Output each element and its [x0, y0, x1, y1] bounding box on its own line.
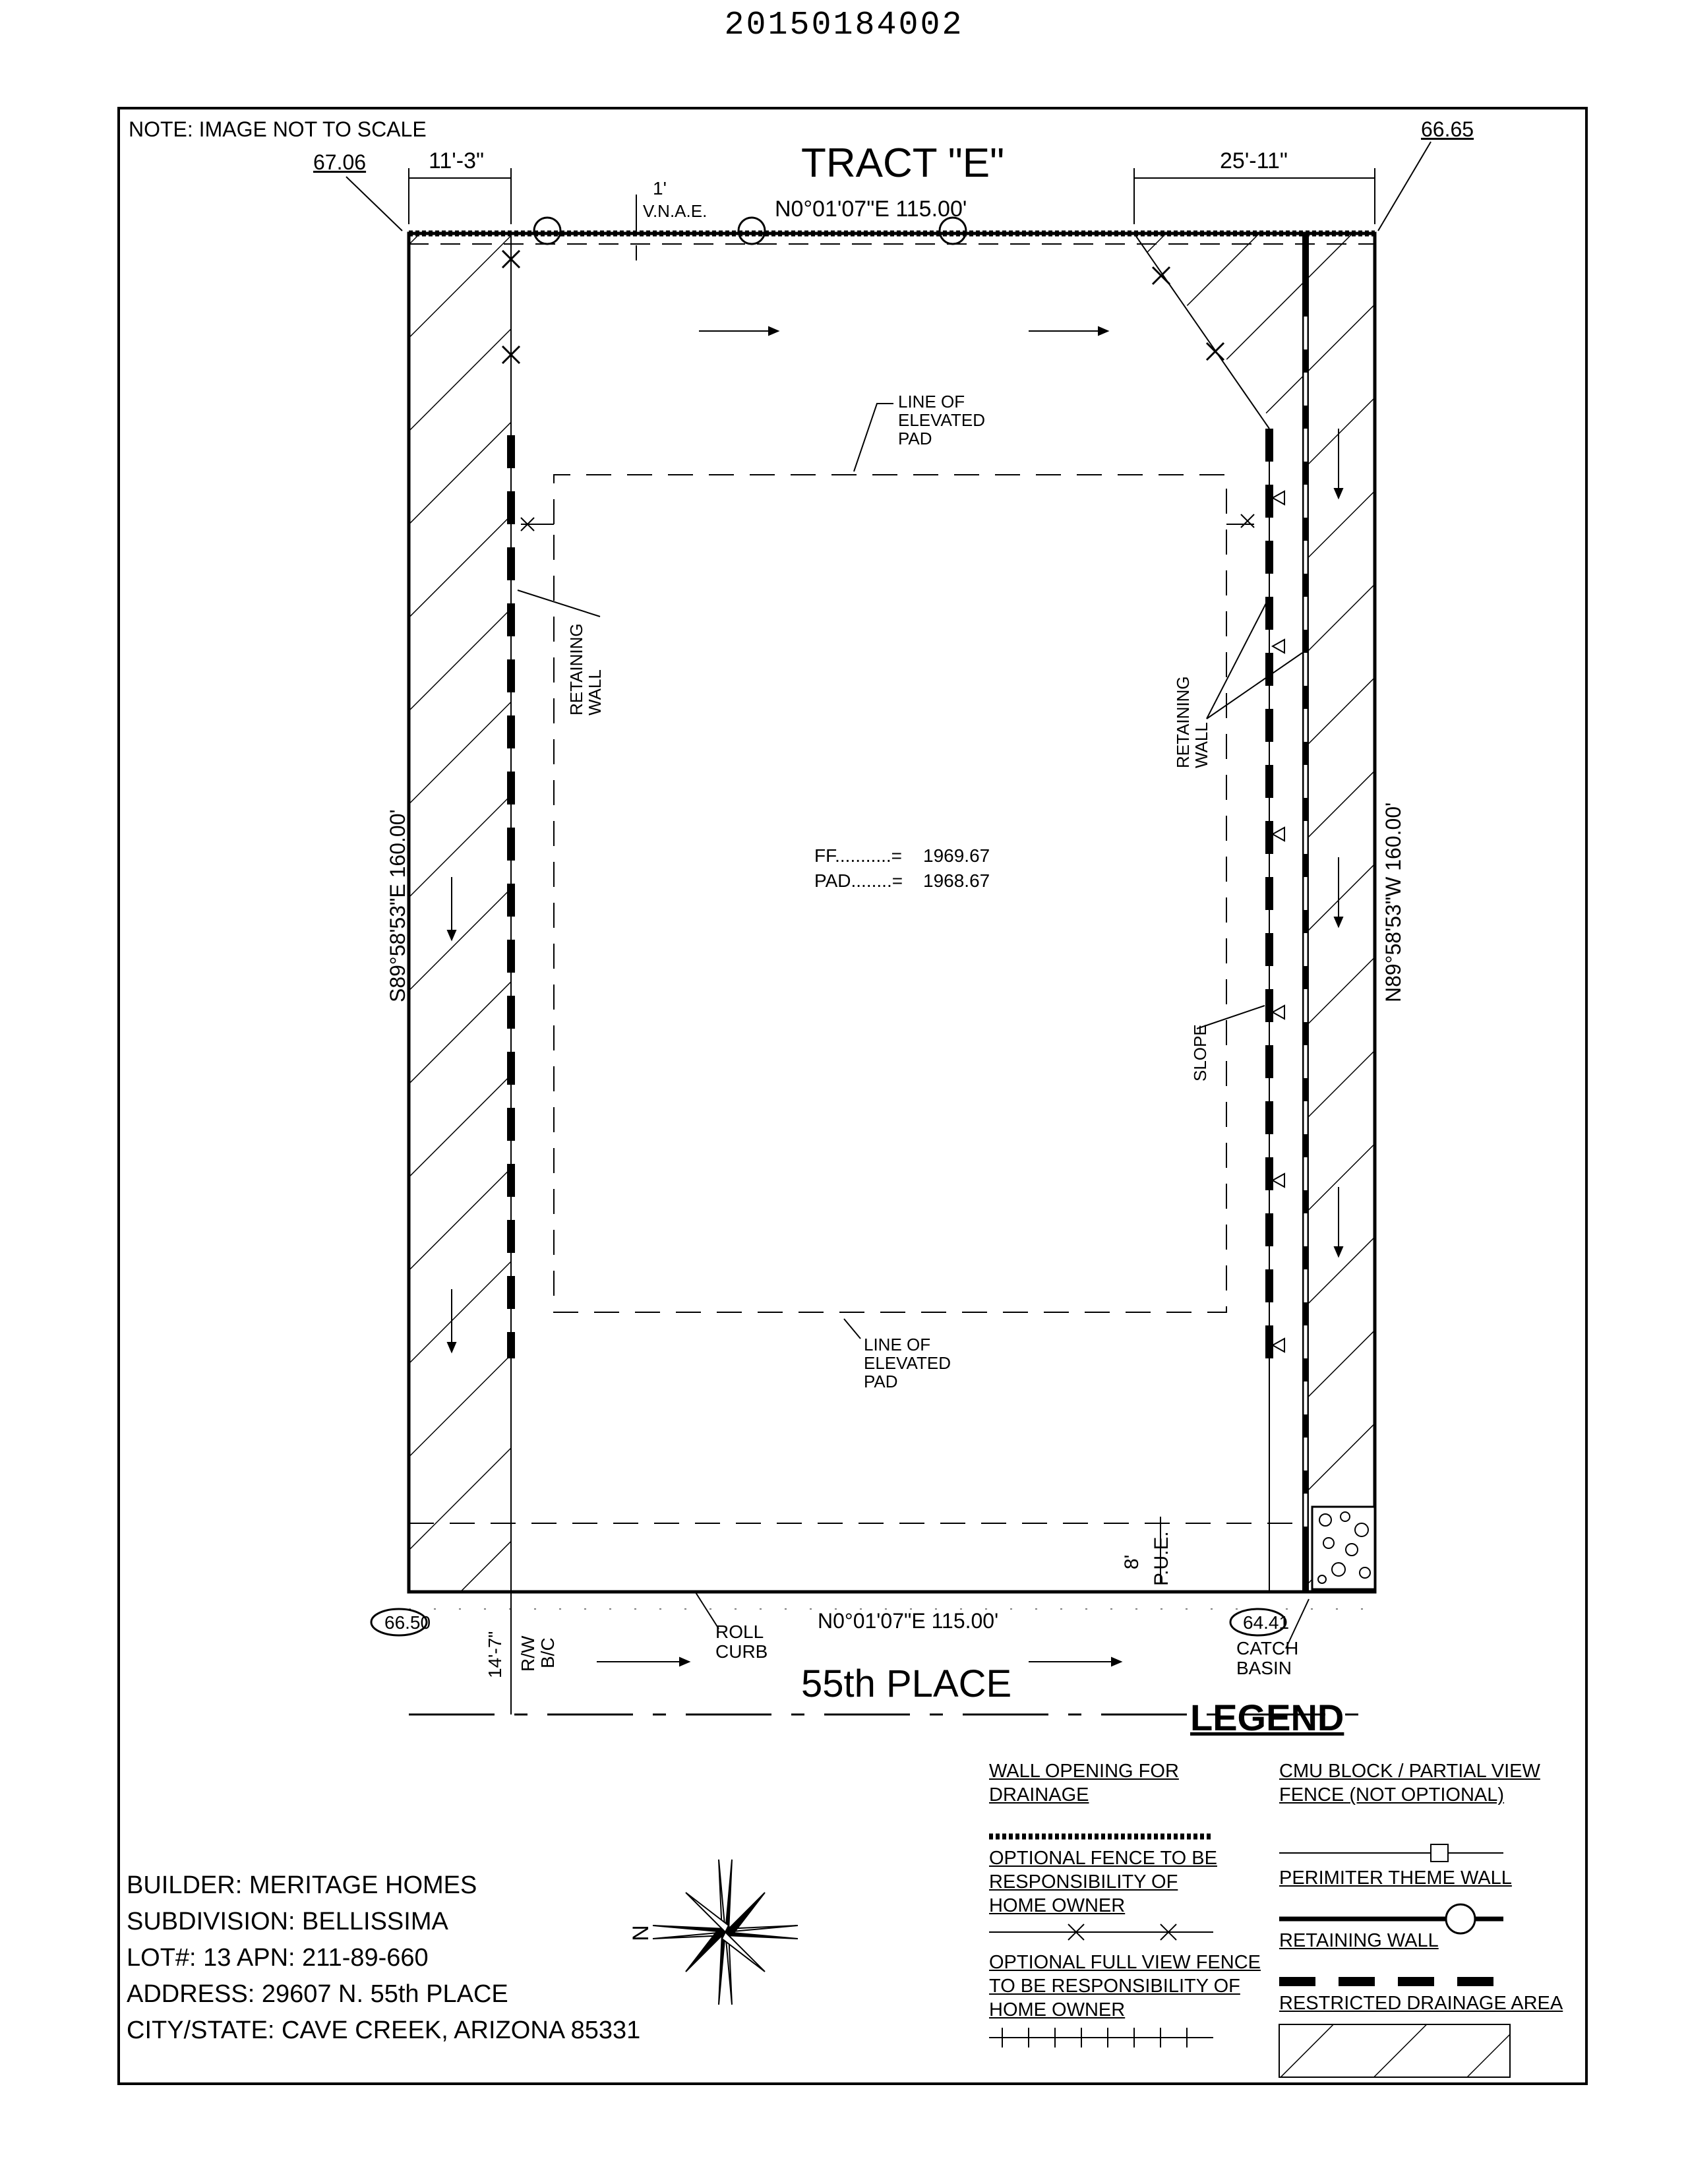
retaining-wall-right-line: RETAINING: [1173, 676, 1193, 768]
roll-curb-line: CURB: [715, 1641, 768, 1662]
legend-full-view-fence-symbol: [989, 2028, 1213, 2048]
pue-label: P.U.E.: [1151, 1531, 1172, 1586]
west-bearing: S89°58'53"E 160.00': [386, 809, 409, 1002]
retaining-wall-label-right: [1174, 676, 1211, 768]
north-arrow: [653, 1860, 798, 2005]
rw-label: R/W: [518, 1635, 538, 1672]
pad-label-top-line: LINE OF: [898, 392, 965, 411]
vnae-width: 1': [653, 178, 667, 198]
pad-elevation-value: 1968.67: [923, 870, 990, 891]
elevated-pad-outline: [554, 475, 1226, 1312]
pad-label-bottom-line: PAD: [864, 1372, 898, 1391]
builder-info: BUILDER: MERITAGE HOMES: [127, 1871, 477, 1899]
east-bearing: N89°58'53"W 160.00': [1381, 802, 1405, 1002]
catch-basin: [1312, 1507, 1375, 1589]
legend-wall-opening: WALL OPENING FOR DRAINAGE: [989, 1761, 1179, 1805]
pad-elevation-label: PAD........=: [814, 870, 903, 891]
retaining-wall-left-line: WALL: [585, 669, 605, 715]
legend-retaining-wall: RETAINING WALL: [1279, 1930, 1439, 1951]
pad-x-marks: [521, 514, 1254, 531]
elevation-top-left: 67.06: [313, 150, 367, 174]
document-number: 20150184002: [724, 7, 964, 44]
elevation-bottom-right: 64.41: [1243, 1612, 1290, 1633]
ff-label: FF...........=: [814, 845, 903, 866]
dim-right-setback: 25'-11": [1220, 148, 1288, 173]
legend-optional-fence: OPTIONAL FENCE TO BE RESPONSIBILITY OF HOME OWNER: [989, 1848, 1217, 1916]
catch-basin-line: CATCH: [1236, 1638, 1299, 1658]
pad-label-bottom-line: LINE OF: [864, 1335, 931, 1354]
not-to-scale-note: NOTE: IMAGE NOT TO SCALE: [129, 117, 427, 141]
street-name: 55th PLACE: [801, 1662, 1012, 1705]
legend-cmu-block: CMU BLOCK / PARTIAL VIEW FENCE (NOT OPTIONAL): [1279, 1761, 1540, 1805]
rw-dimension: 14'-7": [485, 1631, 505, 1678]
lot-info: LOT#: 13 APN: 211-89-660: [127, 1944, 429, 1972]
pue-width: 8': [1121, 1554, 1143, 1569]
dim-left-setback: 11'-3": [429, 148, 485, 173]
legend-restricted-drainage: RESTRICTED DRAINAGE AREA: [1279, 1993, 1563, 2014]
legend-perimeter-wall: PERIMITER THEME WALL: [1279, 1867, 1512, 1889]
pad-label-top: [898, 392, 985, 448]
elevation-bottom-left: 66.50: [384, 1612, 431, 1633]
drainage-area-northeast: [1134, 233, 1309, 462]
north-arrow-label: N: [628, 1925, 653, 1941]
pad-label-bottom-line: ELEVATED: [864, 1353, 951, 1373]
flow-arrows: [448, 327, 1342, 1666]
pad-label-top-line: PAD: [898, 429, 932, 448]
bc-label: B/C: [537, 1637, 558, 1668]
drainage-area-east: [1309, 233, 1375, 1592]
tract-label: TRACT "E": [801, 140, 1005, 186]
catch-basin-line: BASIN: [1236, 1658, 1292, 1678]
legend-cmu-block-symbol: [1279, 1844, 1503, 1862]
retaining-wall-label-left: [567, 623, 604, 715]
pad-label-bottom: [864, 1335, 951, 1391]
leader-top-left: [346, 177, 402, 231]
south-bearing: N0°01'07"E 115.00': [818, 1609, 999, 1633]
retaining-wall-right-line: WALL: [1191, 722, 1211, 768]
catch-basin-label: [1236, 1639, 1298, 1678]
elevation-top-right: 66.65: [1421, 117, 1474, 141]
east-slope-triangles: [1273, 491, 1284, 1352]
slope-label: SLOPE: [1190, 1024, 1210, 1081]
legend-restricted-drainage-symbol: [1279, 2024, 1510, 2077]
roll-curb-line: ROLL: [715, 1622, 764, 1642]
legend-title: LEGEND: [1190, 1697, 1344, 1738]
legend-optional-full-view-fence: OPTIONAL FULL VIEW FENCE TO BE RESPONSIBILITY OF HOME OWNER: [989, 1952, 1261, 2020]
vnae-label: V.N.A.E.: [643, 201, 708, 221]
legend-optional-fence-symbol: [989, 1924, 1213, 1940]
address-info: ADDRESS: 29607 N. 55th PLACE: [127, 1980, 508, 2008]
drainage-area-west: [409, 233, 511, 1592]
pad-label-top-line: ELEVATED: [898, 410, 985, 430]
subdivision-info: SUBDIVISION: BELLISSIMA: [127, 1908, 448, 1935]
city-state-info: CITY/STATE: CAVE CREEK, ARIZONA 85331: [127, 2017, 641, 2044]
ff-value: 1969.67: [923, 845, 990, 866]
retaining-wall-left-line: RETAINING: [566, 623, 586, 715]
roll-curb-label: [715, 1622, 768, 1662]
leader-top-right: [1378, 142, 1431, 231]
north-bearing: N0°01'07"E 115.00': [775, 197, 967, 222]
